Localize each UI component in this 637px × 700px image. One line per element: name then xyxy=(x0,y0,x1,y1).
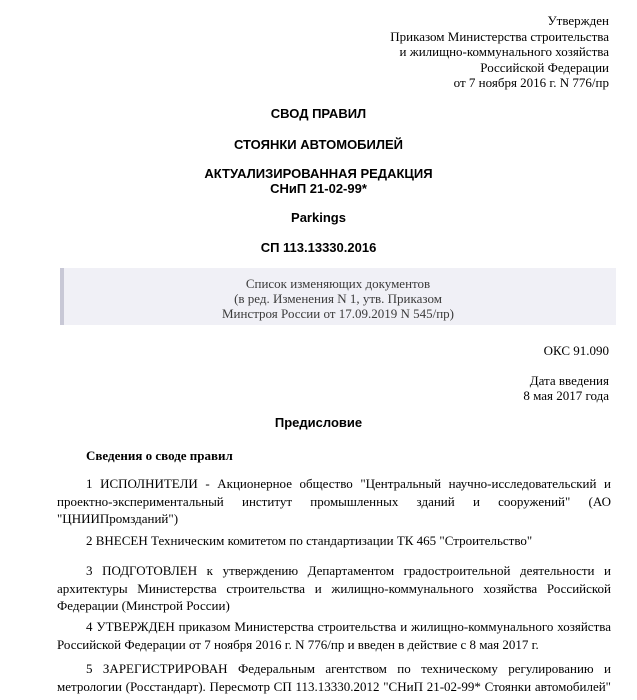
changes-list-text xyxy=(60,276,616,321)
paragraph-3-line-3: Федерации (Минстрой России) xyxy=(57,598,230,613)
paragraph-1-line-3: "ЦНИИПромзданий") xyxy=(57,511,179,526)
approval-line-date: от 7 ноября 2016 г. N 776/пр xyxy=(453,75,609,90)
foreword-title: Предисловие xyxy=(274,415,363,430)
approval-line-approved: Утвержден xyxy=(547,13,609,28)
approval-line-federation: Российской Федерации xyxy=(480,59,609,75)
paragraph-5-line-1: 5 ЗАРЕГИСТРИРОВАН Федеральным агентством по техническому регулированию и xyxy=(86,661,611,676)
code-of-rules-heading: СВОД ПРАВИЛ xyxy=(270,106,367,121)
oks-code: ОКС 91.090 xyxy=(543,343,609,358)
paragraph-2-line-1: 2 ВНЕСЕН Техническим комитетом по стандартизации ТК 465 "Строительство" xyxy=(86,533,533,548)
foreword-subhead: Сведения о своде правил xyxy=(86,448,233,463)
approval-block xyxy=(390,13,609,91)
changes-list-amendment: (в ред. Изменения N 1, утв. Приказом xyxy=(234,291,442,306)
intro-date-label: Дата введения xyxy=(529,373,609,388)
paragraph-5-line-2: метрологии (Росстандарт). Пересмотр СП 113.13330.2012 "СНиП 21-02-99* Стоянки автомобилей" xyxy=(57,678,611,694)
paragraph-4 xyxy=(57,618,611,653)
edition-heading: АКТУАЛИЗИРОВАННАЯ РЕДАКЦИЯ xyxy=(204,166,433,181)
paragraph-1-line-1: 1 ИСПОЛНИТЕЛИ - Акционерное общество "Центральный научно-исследовательский и xyxy=(86,476,611,491)
paragraph-3-line-2: архитектуры Министерства строительства и жилищно-коммунального хозяйства Российской xyxy=(57,580,611,596)
paragraph-5 xyxy=(57,660,611,695)
paragraph-4-line-1: 4 УТВЕРЖДЕН приказом Министерства строительства и жилищно-коммунального хозяйства xyxy=(86,619,611,634)
changes-list-title: Список изменяющих документов xyxy=(245,276,431,291)
paragraph-1-line-2: проектно-экспериментальный институт промышленных зданий и сооружений" (АО xyxy=(57,493,611,509)
paragraph-2 xyxy=(57,532,611,550)
snip-heading: СНиП 21-02-99* xyxy=(270,181,367,196)
paragraph-4-line-2: Российской Федерации от 7 ноября 2016 г. N 776/пр и введен в действие с 8 мая 2017 г. xyxy=(57,636,539,652)
paragraph-3 xyxy=(57,562,611,615)
paragraph-1 xyxy=(57,475,611,528)
sp-number-heading: СП 113.13330.2016 xyxy=(260,240,377,255)
approval-line-ministry: и жилищно-коммунального хозяйства xyxy=(399,44,609,59)
subject-heading: СТОЯНКИ АВТОМОБИЛЕЙ xyxy=(233,137,404,152)
paragraph-3-line-1: 3 ПОДГОТОВЛЕН к утверждению Департаментом градостроительной деятельности и xyxy=(86,563,611,578)
approval-line-order: Приказом Министерства строительства xyxy=(390,28,609,44)
english-title: Parkings xyxy=(291,210,346,225)
changes-list-ministry: Минстроя России от 17.09.2019 N 545/пр) xyxy=(221,306,455,321)
intro-date-value: 8 мая 2017 года xyxy=(523,388,609,403)
